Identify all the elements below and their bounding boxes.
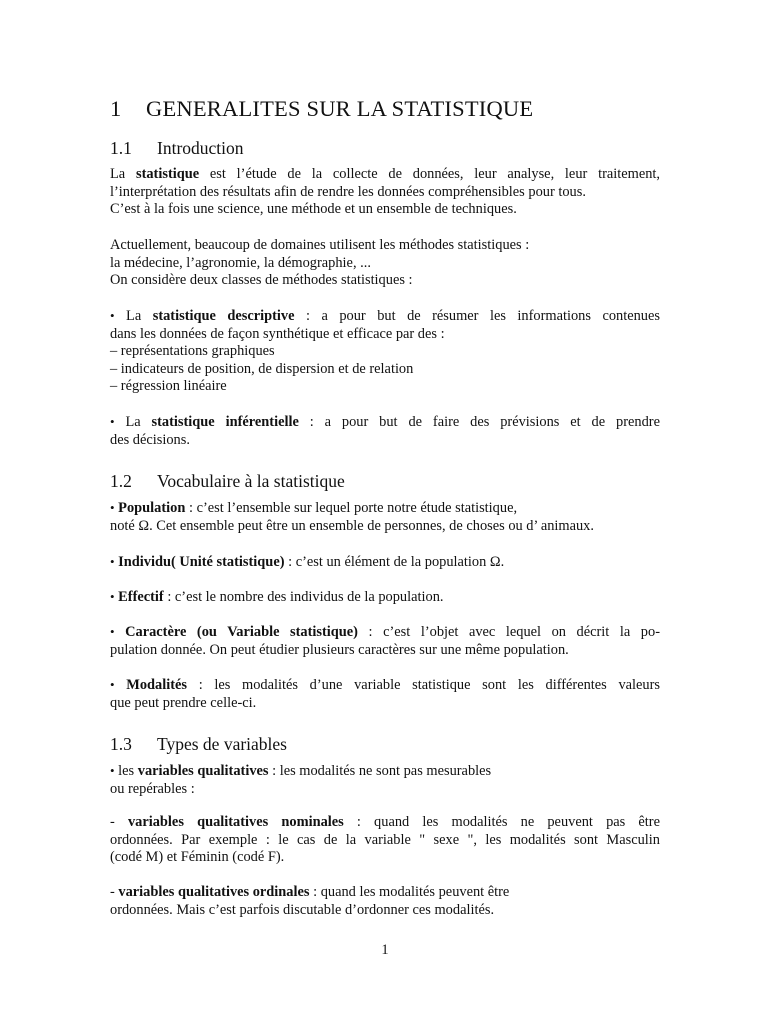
subsection-number: 1.1 [110,138,132,158]
text-line: - variables qualitatives ordinales : quand les modalités peuvent être [110,884,510,900]
subsection-title: Types de variables [157,734,287,754]
text-line: pulation donnée. On peut étudier plusieurs caractères sur une même population. [110,641,569,658]
bullet-icon: • [110,677,115,692]
individu-definition [110,553,660,572]
bullet-icon: • [110,554,115,569]
text-line: • Modalités : les modalités d’une variable statistique sont les différentes valeurs [110,677,660,693]
text-line: ordonnées. Mais c’est parfois discutable d’ordonner ces modalités. [110,901,495,918]
bullet-icon: • [110,308,115,323]
section-1-heading [110,96,533,122]
population-definition [110,499,660,535]
text-line: - variables qualitatives nominales : quand les modalités ne peuvent pas être [110,814,660,830]
subsection-1-1-heading [110,138,244,159]
text-line: • Population : c’est l’ensemble sur lequel porte notre étude statistique, [110,500,518,516]
bullet-icon: • [110,414,115,429]
text-line: • Effectif : c’est le nombre des individus de la population. [110,589,444,605]
text-line: la médecine, l’agronomie, la démographie, ... [110,254,371,271]
text-line: l’interprétation des résultats afin de rendre les données compréhensibles pour tous. [110,183,586,200]
text-line: La statistique est l’étude de la collecte de données, leur analyse, leur traitement, [110,166,661,182]
subsection-title: Introduction [157,138,244,158]
bullet-icon: • [110,624,115,639]
section-title: GENERALITES SUR LA STATISTIQUE [146,96,534,121]
intro-paragraph-definition [110,166,660,219]
text-line: • Caractère (ou Variable statistique) : c’est l’objet avec lequel on décrit la po- [110,624,660,640]
bullet-icon: • [110,500,115,515]
list-item: – régression linéaire [110,378,227,395]
text-line: (codé M) et Féminin (codé F). [110,849,285,866]
bullet-icon: • [110,589,115,604]
nominal-variables-paragraph [110,814,660,867]
subsection-1-2-heading [110,471,345,492]
text-line: dans les données de façon synthétique et efficace par des : [110,325,445,342]
text-line: • La statistique descriptive : a pour but de résumer les informations contenues [110,308,660,324]
text-line: que peut prendre celle-ci. [110,694,257,711]
subsection-title: Vocabulaire à la statistique [157,471,345,491]
text-line: ou repérables : [110,780,195,797]
text-line: On considère deux classes de méthodes statistiques : [110,272,413,289]
subsection-1-3-heading [110,734,287,755]
subsection-number: 1.3 [110,734,132,754]
section-number: 1 [110,96,122,121]
descriptive-statistics-paragraph [110,307,660,396]
text-line: Actuellement, beaucoup de domaines utilisent les méthodes statistiques : [110,237,530,253]
inferential-statistics-paragraph [110,413,660,449]
intro-paragraph-domains [110,237,660,290]
text-line: ordonnées. Par exemple : le cas de la variable " sexe ", les modalités sont Masculin [110,831,660,848]
ordinal-variables-paragraph [110,884,660,919]
list-item: – indicateurs de position, de dispersion et de relation [110,360,414,377]
text-line: des décisions. [110,431,190,448]
page-number: 1 [381,942,389,958]
bullet-icon: • [110,763,115,778]
text-line: C’est à la fois une science, une méthode et un ensemble de techniques. [110,201,517,218]
text-line: • La statistique inférentielle : a pour but de faire des prévisions et de prendre [110,414,660,430]
effectif-definition [110,588,660,607]
modalites-definition [110,676,660,712]
text-line: • Individu( Unité statistique) : c’est un élément de la population Ω. [110,554,505,570]
text-line: noté Ω. Cet ensemble peut être un ensemble de personnes, de choses ou d’ animaux. [110,517,594,534]
text-line: • les variables qualitatives : les modalités ne sont pas mesurables [110,763,492,779]
list-item: – représentations graphiques [110,343,275,360]
caractere-definition [110,623,660,659]
subsection-number: 1.2 [110,471,132,491]
qualitative-variables-paragraph [110,762,660,798]
